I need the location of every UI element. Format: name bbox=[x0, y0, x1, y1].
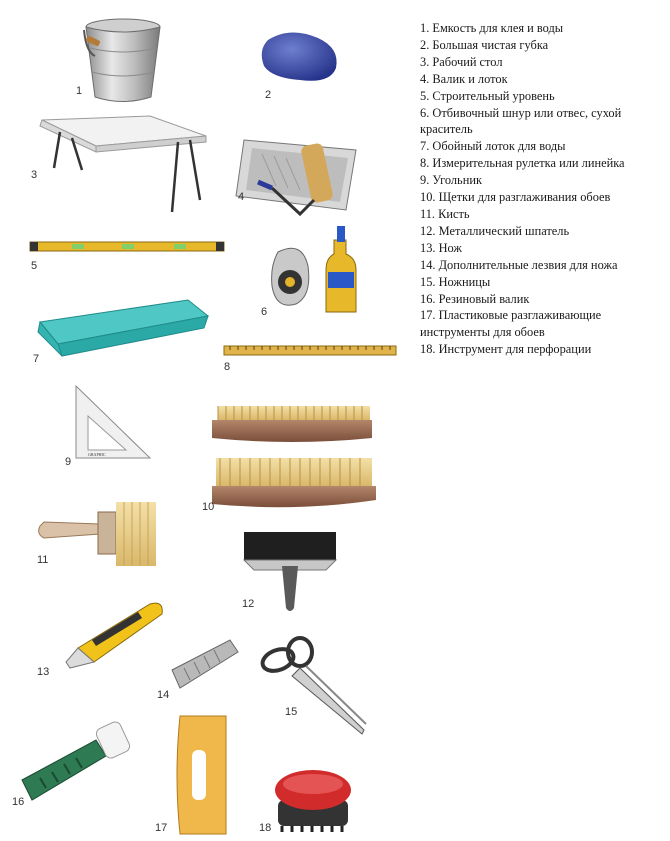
legend-item: 6. Отбивочный шнур или отвес, сухой краситель bbox=[420, 105, 622, 137]
utility-knife-icon bbox=[66, 603, 162, 668]
plastic-smoother-icon bbox=[177, 716, 226, 834]
item-number-18: 18 bbox=[259, 822, 272, 834]
item-number-6: 6 bbox=[261, 306, 268, 318]
smoothing-brush-icon bbox=[212, 406, 376, 507]
seam-roller-icon bbox=[22, 720, 132, 800]
item-number-5: 5 bbox=[31, 260, 38, 272]
item-number-8: 8 bbox=[224, 361, 231, 373]
legend-item: 4. Валик и лоток bbox=[420, 71, 508, 86]
item-number-16: 16 bbox=[12, 796, 25, 808]
perforator-icon bbox=[275, 770, 351, 832]
sponge-icon bbox=[262, 32, 337, 80]
legend-item: 2. Большая чистая губка bbox=[420, 37, 549, 52]
item-number-3: 3 bbox=[31, 169, 38, 181]
paste-brush-icon bbox=[39, 502, 156, 566]
item-number-13: 13 bbox=[37, 666, 50, 678]
item-number-14: 14 bbox=[157, 689, 170, 701]
legend-item: 12. Металлический шпатель bbox=[420, 223, 570, 238]
legend-item: 8. Измерительная рулетка или линейка bbox=[420, 156, 625, 171]
level-icon bbox=[30, 242, 224, 251]
set-square-icon bbox=[76, 386, 150, 458]
item-number-17: 17 bbox=[155, 822, 168, 834]
legend-item: 13. Нож bbox=[420, 240, 462, 255]
item-number-11: 11 bbox=[37, 554, 49, 566]
item-number-7: 7 bbox=[33, 353, 40, 365]
water-trough-icon bbox=[38, 300, 208, 356]
roller-tray-icon bbox=[236, 140, 356, 214]
legend-item: 17. Пластиковые разглаживающие инструменты для обоев bbox=[420, 308, 602, 340]
set-square-brand: GRAPHIC bbox=[88, 452, 106, 457]
item-number-15: 15 bbox=[285, 706, 298, 718]
legend-item: 10. Щетки для разглаживания обоев bbox=[420, 190, 611, 205]
legend-item: 16. Резиновый валик bbox=[420, 291, 530, 306]
table-icon bbox=[40, 116, 206, 212]
item-number-10: 10 bbox=[202, 501, 215, 513]
legend-item: 9. Угольник bbox=[420, 173, 482, 188]
legend-item: 15. Ножницы bbox=[420, 274, 491, 289]
tools-legend bbox=[420, 20, 660, 358]
legend-item: 11. Кисть bbox=[420, 206, 470, 221]
scissors-icon bbox=[260, 638, 366, 734]
item-number-9: 9 bbox=[65, 456, 72, 468]
legend-item: 7. Обойный лоток для воды bbox=[420, 139, 566, 154]
item-number-2: 2 bbox=[265, 89, 272, 101]
spare-blades-icon bbox=[172, 640, 238, 688]
legend-item: 18. Инструмент для перфорации bbox=[420, 342, 592, 357]
chalk-line-icon bbox=[272, 226, 356, 312]
spatula-icon bbox=[244, 532, 336, 611]
item-number-4: 4 bbox=[238, 191, 245, 203]
legend-item: 5. Строительный уровень bbox=[420, 88, 555, 103]
legend-item: 1. Емкость для клея и воды bbox=[420, 21, 564, 35]
bucket-icon bbox=[84, 19, 160, 102]
item-number-12: 12 bbox=[242, 598, 255, 610]
ruler-icon bbox=[224, 346, 396, 355]
legend-item: 3. Рабочий стол bbox=[420, 54, 503, 69]
legend-item: 14. Дополнительные лезвия для ножа bbox=[420, 257, 618, 272]
item-number-1: 1 bbox=[76, 85, 83, 97]
